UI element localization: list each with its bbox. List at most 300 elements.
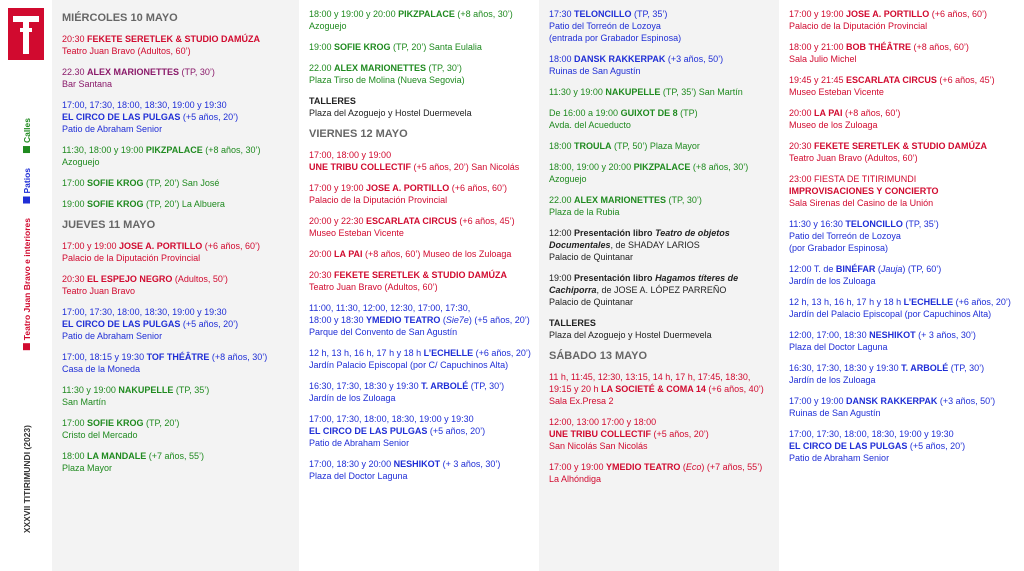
event-text: TALLERES bbox=[309, 96, 356, 106]
event-line bbox=[62, 450, 291, 462]
event-text: ALEX MARIONETTES bbox=[574, 195, 667, 205]
event-text: Plaza Mayor bbox=[62, 463, 113, 473]
event-text: (+8 años, 30’) bbox=[690, 162, 749, 172]
legend-calles bbox=[22, 118, 32, 153]
event-text: (+8 años, 30’) bbox=[202, 145, 261, 155]
event-entry bbox=[789, 395, 1016, 419]
event-entry bbox=[549, 272, 771, 308]
event-line bbox=[62, 99, 291, 111]
event-line bbox=[549, 161, 771, 173]
event-text: ) (+7 años, 55’) bbox=[701, 462, 763, 472]
event-text: 11:30 y 16:30 bbox=[789, 219, 846, 229]
event-text: (TP, 35’) bbox=[173, 385, 210, 395]
event-text: (TP, 30’) bbox=[468, 381, 505, 391]
event-line bbox=[789, 452, 1016, 464]
event-line bbox=[549, 416, 771, 428]
event-text: Azoguejo bbox=[309, 21, 347, 31]
event-text: , de SHADAY LARIOS bbox=[610, 240, 700, 250]
event-line bbox=[789, 362, 1016, 374]
event-text: FEKETE SERETLEK & STUDIO DAMÚZA bbox=[334, 270, 508, 280]
event-text: Plaza Tirso de Molina (Nueva Segovia) bbox=[309, 75, 465, 85]
event-text: (TP) bbox=[677, 108, 698, 118]
event-text: (+ 3 años, 30’) bbox=[440, 459, 501, 469]
event-text: (TP, 35’) bbox=[902, 219, 939, 229]
event-entry bbox=[789, 428, 1016, 464]
event-text: FEKETE SERETLEK & STUDIO DAMÚZA bbox=[814, 141, 988, 151]
event-line bbox=[549, 65, 771, 77]
event-line bbox=[62, 177, 291, 189]
event-line bbox=[549, 383, 771, 395]
event-text: Documentales bbox=[549, 240, 611, 250]
event-text: Jardín de los Zuloaga bbox=[309, 393, 396, 403]
event-text: DANSK RAKKERPAK bbox=[574, 54, 666, 64]
event-text: Jardín de los Zuloaga bbox=[789, 375, 876, 385]
event-entry bbox=[309, 95, 531, 119]
legend-patios-label: Patios bbox=[22, 168, 32, 194]
event-text: 22.00 bbox=[549, 195, 575, 205]
event-text: 12:00, 13:00 17:00 y 18:00 bbox=[549, 417, 657, 427]
event-text: 12:00, 17:00, 18:30 bbox=[789, 330, 870, 340]
event-entry bbox=[62, 450, 291, 474]
event-text: YMEDIO TEATRO bbox=[606, 462, 681, 472]
event-text: (+3 años, 50’) bbox=[937, 396, 996, 406]
event-line bbox=[309, 392, 531, 404]
event-text: San Martín bbox=[62, 397, 107, 407]
event-line bbox=[549, 119, 771, 131]
event-entry bbox=[789, 362, 1016, 386]
event-text: (+6 años, 20’) bbox=[953, 297, 1011, 307]
event-line bbox=[62, 123, 291, 135]
event-line bbox=[62, 111, 291, 123]
event-text: SOFIE KROG bbox=[87, 199, 144, 209]
event-line bbox=[549, 461, 771, 473]
event-line bbox=[549, 194, 771, 206]
event-line bbox=[309, 380, 531, 392]
event-line bbox=[62, 33, 291, 45]
event-text: Azoguejo bbox=[62, 157, 100, 167]
event-line bbox=[789, 152, 1016, 164]
event-text: Palacio de la Diputación Provincial bbox=[62, 253, 201, 263]
event-text: PIKZPALACE bbox=[633, 162, 691, 172]
event-text: JOSE A. PORTILLO bbox=[846, 9, 930, 19]
event-text: 22.30 bbox=[62, 67, 88, 77]
event-line bbox=[62, 252, 291, 264]
event-line bbox=[309, 182, 531, 194]
event-line bbox=[549, 53, 771, 65]
column-1 bbox=[52, 0, 299, 571]
event-text: NAKUPELLE bbox=[605, 87, 661, 97]
event-text: (TP, 50’) Plaza Mayor bbox=[611, 141, 700, 151]
event-line bbox=[789, 296, 1016, 308]
event-text: (TP, 35’) San Martín bbox=[660, 87, 743, 97]
event-line bbox=[549, 329, 771, 341]
event-line bbox=[549, 251, 771, 263]
event-text: Avda. del Acueducto bbox=[549, 120, 631, 130]
event-line bbox=[549, 20, 771, 32]
event-text: Jauja bbox=[880, 264, 903, 274]
event-text: Bar Santana bbox=[62, 79, 113, 89]
event-line bbox=[309, 359, 531, 371]
event-line bbox=[62, 363, 291, 375]
event-text: Plaza del Azoguejo y Hostel Duermevela bbox=[549, 330, 712, 340]
event-entry bbox=[309, 215, 531, 239]
event-text: Sala Ex.Presa 2 bbox=[549, 396, 614, 406]
event-line bbox=[789, 230, 1016, 242]
event-text: (+8 años, 30’) bbox=[454, 9, 513, 19]
event-text: JOSE A. PORTILLO bbox=[119, 241, 203, 251]
event-line bbox=[549, 227, 771, 239]
event-line bbox=[62, 273, 291, 285]
event-entry bbox=[62, 351, 291, 375]
event-line bbox=[549, 428, 771, 440]
event-line bbox=[309, 347, 531, 359]
event-entry bbox=[789, 329, 1016, 353]
legend-teatro bbox=[22, 218, 32, 350]
event-text: 17:00 bbox=[62, 418, 88, 428]
event-line bbox=[309, 425, 531, 437]
event-text: Plaza del Doctor Laguna bbox=[789, 342, 888, 352]
event-text: Patio de Abraham Senior bbox=[62, 124, 163, 134]
legend-teatro-label: Teatro Juan Bravo e interiores bbox=[22, 218, 32, 341]
event-text: (+3 años, 50’) bbox=[665, 54, 724, 64]
event-text: 18:00, 19:00 y 20:00 bbox=[549, 162, 634, 172]
event-entry bbox=[789, 41, 1016, 65]
event-entry bbox=[309, 347, 531, 371]
event-entry bbox=[309, 269, 531, 293]
event-text: 11 h, 11:45, 12:30, 13:15, 14 h, 17 h, 17:45, 18:30, bbox=[549, 372, 751, 382]
event-text: EL CIRCO DE LAS PULGAS bbox=[62, 319, 181, 329]
event-text: UNE TRIBU COLLECTIF bbox=[309, 162, 411, 172]
event-line bbox=[62, 318, 291, 330]
event-line bbox=[309, 161, 531, 173]
event-line bbox=[549, 371, 771, 383]
event-entry bbox=[549, 86, 771, 98]
event-entry bbox=[309, 413, 531, 449]
event-text: Patio del Torreón de Lozoya bbox=[789, 231, 901, 241]
event-text: Teatro Juan Bravo (Adultos, 60’) bbox=[62, 46, 191, 56]
event-line bbox=[789, 329, 1016, 341]
event-text: 17:00, 17:30, 18:00, 18:30, 19:00 y 19:30 bbox=[62, 307, 227, 317]
event-line bbox=[549, 272, 771, 284]
event-line bbox=[549, 173, 771, 185]
event-text: 19:00 bbox=[309, 42, 335, 52]
event-text: 18:00 y 18:30 bbox=[309, 315, 367, 325]
event-line bbox=[789, 395, 1016, 407]
event-text: Sie7e bbox=[445, 315, 469, 325]
event-line bbox=[309, 302, 531, 314]
event-line bbox=[549, 8, 771, 20]
event-entry bbox=[789, 74, 1016, 98]
event-text: (TP, 35’) bbox=[631, 9, 668, 19]
event-text: 20:00 bbox=[789, 108, 815, 118]
event-text: Parque del Convento de San Agustín bbox=[309, 327, 458, 337]
program-columns bbox=[52, 0, 1024, 571]
event-text: Patio de Abraham Senior bbox=[789, 453, 890, 463]
event-text: 12:00 T. de bbox=[789, 264, 836, 274]
event-line bbox=[789, 341, 1016, 353]
event-text: Plaza del Azoguejo y Hostel Duermevela bbox=[309, 108, 472, 118]
event-text: Jardín del Palacio Episcopal (por Capuchinos Alta) bbox=[789, 309, 992, 319]
event-line bbox=[309, 458, 531, 470]
event-entry bbox=[309, 149, 531, 173]
event-entry bbox=[309, 302, 531, 338]
event-line bbox=[62, 330, 291, 342]
event-text: (+6 años, 60’) bbox=[929, 9, 988, 19]
event-text: IMPROVISACIONES Y CONCIERTO bbox=[789, 186, 939, 196]
event-line bbox=[549, 140, 771, 152]
event-text: 17:00 bbox=[62, 178, 88, 188]
event-text: ) (TP, 60’) bbox=[902, 264, 942, 274]
day-heading: VIERNES 12 MAYO bbox=[309, 128, 408, 140]
event-text: 18:00 bbox=[62, 451, 88, 461]
event-line bbox=[549, 395, 771, 407]
event-text: ESCARLATA CIRCUS bbox=[846, 75, 937, 85]
event-line bbox=[309, 194, 531, 206]
edition-label: XXXVII TITIRIMUNDI (2023) bbox=[22, 425, 32, 534]
event-entry bbox=[62, 177, 291, 189]
event-text: 18:00 bbox=[549, 54, 575, 64]
event-entry bbox=[309, 380, 531, 404]
event-entry bbox=[309, 182, 531, 206]
event-line bbox=[549, 317, 771, 329]
event-line bbox=[309, 413, 531, 425]
event-line bbox=[62, 66, 291, 78]
event-line bbox=[62, 462, 291, 474]
event-text: (TP, 20’) La Albuera bbox=[143, 199, 225, 209]
event-text: 12 h, 13 h, 16 h, 17 h y 18 h bbox=[309, 348, 424, 358]
event-line bbox=[309, 248, 531, 260]
event-text: (TP, 20’) San José bbox=[143, 178, 220, 188]
event-text: TELONCILLO bbox=[574, 9, 632, 19]
event-text: 18:00 y 21:00 bbox=[789, 42, 847, 52]
event-text: 17:30 bbox=[549, 9, 575, 19]
event-text: 17:00, 17:30, 18:00, 18:30, 19:00 y 19:30 bbox=[62, 100, 227, 110]
event-text: TELONCILLO bbox=[845, 219, 903, 229]
event-text: 16:30, 17:30, 18:30 y 19:30 bbox=[309, 381, 422, 391]
event-text: L’ECHELLE bbox=[903, 297, 954, 307]
event-text: ALEX MARIONETTES bbox=[87, 67, 180, 77]
event-line bbox=[789, 41, 1016, 53]
event-text: EL ESPEJO NEGRO bbox=[87, 274, 173, 284]
event-text: 22.00 bbox=[309, 63, 335, 73]
event-line bbox=[549, 86, 771, 98]
event-entry bbox=[309, 62, 531, 86]
event-text: 20:30 bbox=[789, 141, 815, 151]
event-line bbox=[789, 218, 1016, 230]
event-entry bbox=[549, 317, 771, 341]
event-text: Teatro Juan Bravo bbox=[62, 286, 136, 296]
event-text: LA PAI bbox=[814, 108, 843, 118]
event-line bbox=[62, 417, 291, 429]
event-text: Jardín Palacio Episcopal (por C/ Capuchinos Alta) bbox=[309, 360, 509, 370]
event-text: (+8 años, 60’) Museo de los Zuloaga bbox=[362, 249, 512, 259]
event-line bbox=[549, 440, 771, 452]
event-text: Plaza del Doctor Laguna bbox=[309, 471, 408, 481]
day-heading: SÁBADO 13 MAYO bbox=[549, 350, 648, 362]
legend-calles-label: Calles bbox=[22, 118, 32, 144]
event-text: 17:00, 18:00 y 19:00 bbox=[309, 150, 392, 160]
event-entry bbox=[62, 273, 291, 297]
event-text: BOB THÉÂTRE bbox=[846, 42, 912, 52]
event-entry bbox=[549, 227, 771, 263]
event-line bbox=[789, 440, 1016, 452]
event-text: TOF THÉÂTRE bbox=[146, 352, 210, 362]
event-line bbox=[309, 107, 531, 119]
event-entry bbox=[309, 41, 531, 53]
event-entry bbox=[62, 33, 291, 57]
event-text: EL CIRCO DE LAS PULGAS bbox=[62, 112, 181, 122]
day-heading: JUEVES 11 MAYO bbox=[62, 219, 156, 231]
event-text: Patio de Abraham Senior bbox=[62, 331, 163, 341]
event-entry bbox=[549, 416, 771, 452]
event-line bbox=[62, 429, 291, 441]
event-text: (+5 años, 20’) bbox=[427, 426, 486, 436]
event-line bbox=[309, 437, 531, 449]
event-line bbox=[62, 351, 291, 363]
event-line bbox=[789, 374, 1016, 386]
event-entry bbox=[789, 8, 1016, 32]
event-entry bbox=[789, 263, 1016, 287]
event-text: ( bbox=[875, 264, 881, 274]
green-square-icon bbox=[24, 146, 31, 153]
event-text: De 16:00 a 19:00 bbox=[549, 108, 621, 118]
event-text: (TP, 30’) bbox=[179, 67, 215, 77]
event-line bbox=[549, 32, 771, 44]
event-text: SOFIE KROG bbox=[87, 418, 144, 428]
event-text: Presentación libro bbox=[574, 228, 656, 238]
event-line bbox=[549, 239, 771, 251]
event-line bbox=[549, 473, 771, 485]
event-text: 17:00 y 19:00 bbox=[789, 396, 847, 406]
event-text: Casa de la Moneda bbox=[62, 364, 141, 374]
event-line bbox=[309, 326, 531, 338]
event-text: (+5 años, 20’) bbox=[180, 112, 239, 122]
event-line bbox=[62, 306, 291, 318]
event-text: 17:00, 17:30, 18:00, 18:30, 19:00 y 19:30 bbox=[789, 429, 954, 439]
event-line bbox=[549, 284, 771, 296]
event-line bbox=[789, 107, 1016, 119]
event-text: (+6 años, 20’) bbox=[473, 348, 531, 358]
event-entry bbox=[62, 384, 291, 408]
event-entry bbox=[309, 248, 531, 260]
event-text: JOSE A. PORTILLO bbox=[366, 183, 450, 193]
event-text: Patio de Abraham Senior bbox=[309, 438, 410, 448]
event-text: 17:00, 18:30 y 20:00 bbox=[309, 459, 394, 469]
event-line bbox=[789, 197, 1016, 209]
event-text: ) (+5 años, 20’) bbox=[468, 315, 530, 325]
event-entry bbox=[549, 53, 771, 77]
event-text: NESHIKOT bbox=[393, 459, 441, 469]
event-text: 18:00 bbox=[549, 141, 575, 151]
event-line bbox=[62, 156, 291, 168]
event-text: (+6 años, 45’) bbox=[936, 75, 995, 85]
event-line bbox=[309, 8, 531, 20]
event-text: 19:00 bbox=[549, 273, 575, 283]
event-text: Plaza de la Rubia bbox=[549, 207, 620, 217]
event-text: Museo Esteban Vicente bbox=[789, 87, 884, 97]
event-text: 23:00 FIESTA DE TITIRIMUNDI bbox=[789, 174, 917, 184]
event-line bbox=[549, 206, 771, 218]
event-text: Palacio de la Diputación Provincial bbox=[789, 21, 928, 31]
event-line bbox=[789, 74, 1016, 86]
event-line bbox=[789, 407, 1016, 419]
titirimundi-logo-icon bbox=[8, 8, 44, 60]
event-text: (+5 años, 20’) bbox=[180, 319, 239, 329]
event-text: T. ARBOLÉ bbox=[901, 363, 949, 373]
event-text: TALLERES bbox=[549, 318, 596, 328]
event-text: (TP, 20’) bbox=[143, 418, 180, 428]
event-text: EL CIRCO DE LAS PULGAS bbox=[309, 426, 428, 436]
column-2 bbox=[299, 0, 539, 571]
day-heading: MIÉRCOLES 10 MAYO bbox=[62, 12, 178, 24]
event-text: Cristo del Mercado bbox=[62, 430, 138, 440]
event-text: (entrada por Grabador Espinosa) bbox=[549, 33, 682, 43]
event-line bbox=[62, 144, 291, 156]
event-line bbox=[789, 242, 1016, 254]
event-entry bbox=[789, 140, 1016, 164]
event-line bbox=[62, 384, 291, 396]
event-text: (TP, 30’) bbox=[426, 63, 462, 73]
event-entry bbox=[62, 99, 291, 135]
event-text: GUIXOT DE 8 bbox=[620, 108, 678, 118]
event-text: Ruinas de San Agustín bbox=[549, 66, 641, 76]
event-text: ESCARLATA CIRCUS bbox=[366, 216, 457, 226]
event-text: Teatro Juan Bravo (Adultos, 60’) bbox=[789, 153, 918, 163]
event-text: PIKZPALACE bbox=[398, 9, 455, 19]
event-entry bbox=[62, 66, 291, 90]
event-entry bbox=[549, 461, 771, 485]
event-text: Presentación libro bbox=[574, 273, 656, 283]
event-text: Museo Esteban Vicente bbox=[309, 228, 404, 238]
event-entry bbox=[549, 8, 771, 44]
event-text: Jardín de los Zuloaga bbox=[789, 276, 876, 286]
event-text: 17:00 y 19:00 bbox=[62, 241, 120, 251]
event-text: 17:00 y 19:00 bbox=[789, 9, 847, 19]
event-line bbox=[789, 20, 1016, 32]
event-text: Teatro Juan Bravo (Adultos, 60’) bbox=[309, 282, 438, 292]
event-text: 12:00 bbox=[549, 228, 575, 238]
event-text: TROULA bbox=[574, 141, 612, 151]
event-line bbox=[309, 74, 531, 86]
event-text: (+5 años, 20’) San Nicolás bbox=[411, 162, 520, 172]
event-text: SOFIE KROG bbox=[334, 42, 391, 52]
event-text: 12 h, 13 h, 16 h, 17 h y 18 h bbox=[789, 297, 904, 307]
event-text: , de JOSE A. LÓPEZ PARREÑO bbox=[596, 285, 727, 295]
event-line bbox=[62, 45, 291, 57]
event-text: T. ARBOLÉ bbox=[421, 381, 469, 391]
event-entry bbox=[309, 8, 531, 32]
event-text: 11:00, 11:30, 12:00, 12:30, 17:00, 17:30, bbox=[309, 303, 471, 313]
event-text: LA SOCIETÉ & COMA 14 bbox=[601, 384, 706, 394]
event-text: 19:15 y 20 h bbox=[549, 384, 602, 394]
red-square-icon bbox=[24, 343, 31, 350]
event-text: (TP, 30’) bbox=[666, 195, 702, 205]
event-text: 17:00, 17:30, 18:00, 18:30, 19:00 y 19:30 bbox=[309, 414, 474, 424]
event-text: 20:30 bbox=[62, 34, 88, 44]
event-text: LA PAI bbox=[334, 249, 363, 259]
event-text: Patio del Torreón de Lozoya bbox=[549, 21, 661, 31]
event-text: Sala Sirenas del Casino de la Unión bbox=[789, 198, 934, 208]
event-line bbox=[789, 140, 1016, 152]
event-text: ( bbox=[680, 462, 686, 472]
event-line bbox=[62, 78, 291, 90]
event-text: (+8 años, 60’) bbox=[842, 108, 901, 118]
event-text: 20:30 bbox=[62, 274, 88, 284]
event-text: (+ 3 años, 30’) bbox=[915, 330, 976, 340]
event-text: (TP, 30’) bbox=[948, 363, 985, 373]
event-line bbox=[789, 53, 1016, 65]
event-text: Palacio de Quintanar bbox=[549, 252, 634, 262]
